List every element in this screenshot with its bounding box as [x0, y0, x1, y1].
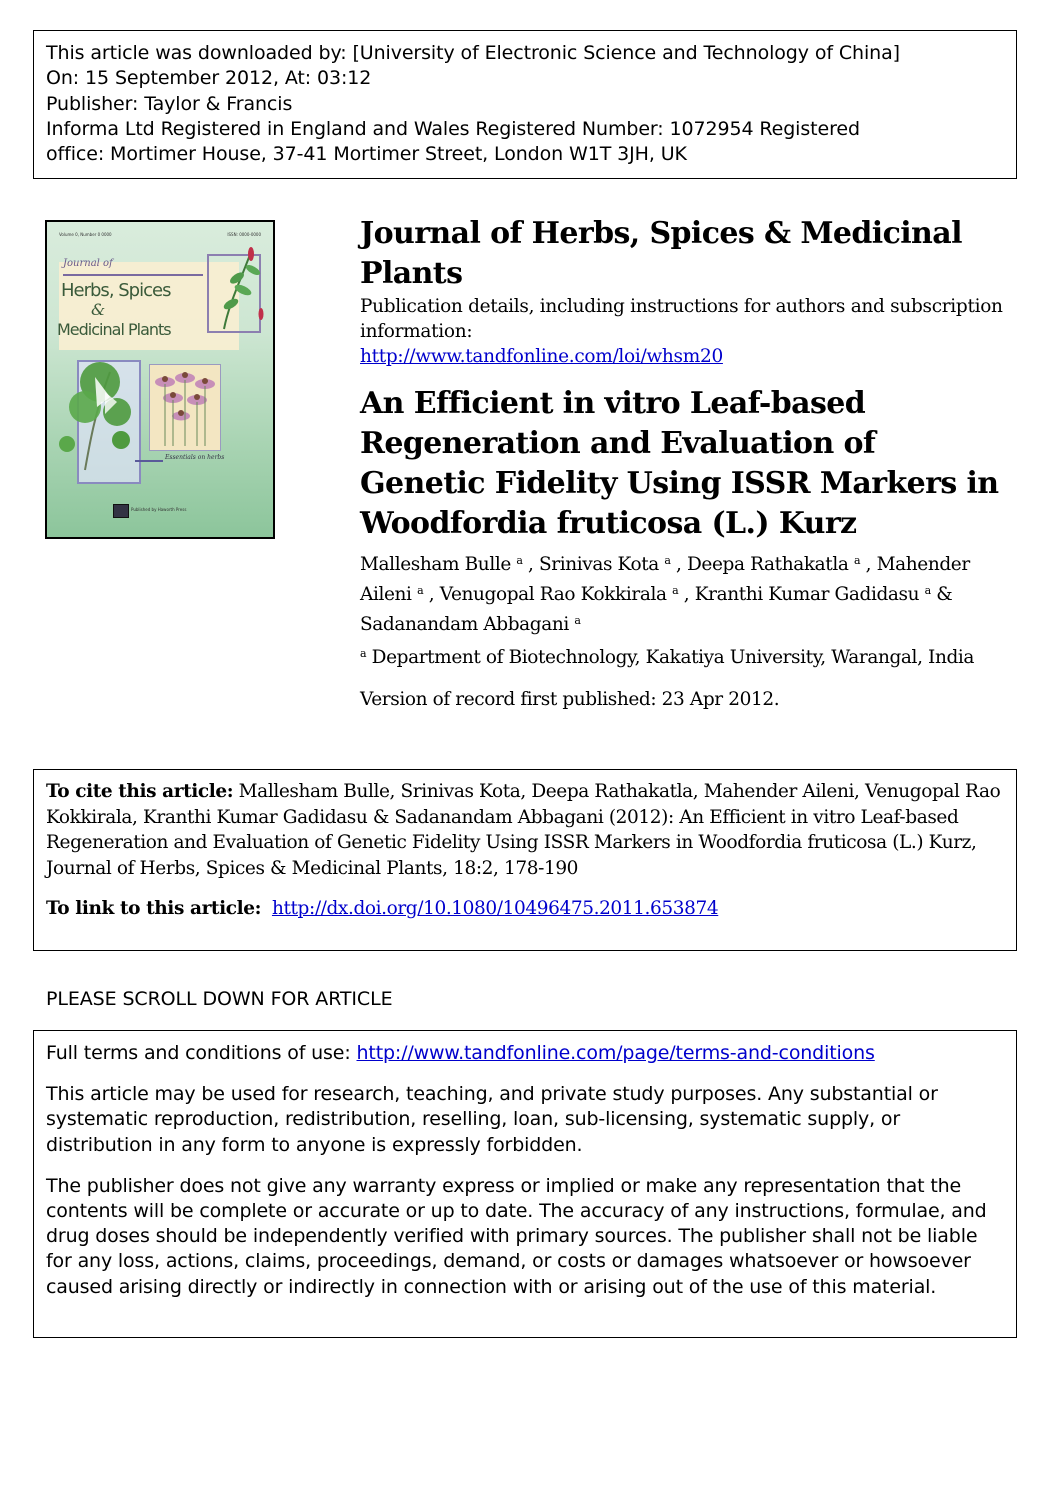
- author-affiliation-marker: a: [924, 584, 931, 597]
- author-name: Srinivas Kota: [539, 554, 659, 575]
- plant-illustration-icon: [209, 244, 269, 334]
- author-affiliation-marker: a: [664, 554, 671, 567]
- terms-conditions-link[interactable]: http://www.tandfonline.com/page/terms-and-conditions: [356, 1042, 875, 1064]
- echinacea-illustration-icon: [151, 366, 219, 448]
- author-name: Mahender Aileni: [360, 554, 970, 605]
- doi-link[interactable]: http://dx.doi.org/10.1080/10496475.2011.653874: [271, 898, 719, 919]
- author-name: Sadanandam Abbagani: [360, 614, 569, 635]
- terms-box: [33, 1030, 1017, 1338]
- download-notice-box: [33, 30, 1017, 179]
- cover-volume-strip: Volume 0, Number 0 0000 ISSN: 0000-0000: [59, 232, 261, 237]
- scroll-down-notice: PLEASE SCROLL DOWN FOR ARTICLE: [46, 988, 393, 1010]
- usage-policy-text: This article may be used for research, teaching, and private study purposes. Any substantial or systematic reproduction, redistribution, reselling, loan, sub-licensing, systematic supply, or distribution in any form to anyone is expressly forbidden.: [46, 1083, 938, 1156]
- journal-title: Journal of Herbs, Spices & Medicinal Plants: [360, 216, 962, 291]
- download-notice-line: This article was downloaded by: [University of Electronic Science and Technology of China]: [46, 42, 900, 64]
- terms-label: Full terms and conditions of use:: [46, 1042, 351, 1064]
- publisher-line: Publisher: Taylor & Francis: [46, 92, 293, 115]
- cover-title-line1: Herbs, Spices: [61, 280, 171, 301]
- journal-cover-image: [45, 220, 275, 539]
- cover-divider: [63, 274, 203, 276]
- cover-publisher-text: Published by Haworth Press: [131, 507, 187, 512]
- cite-label: To cite this article:: [46, 781, 234, 802]
- article-title-line: An Efficient in vitro Leaf-based: [360, 386, 866, 421]
- article-title-block: [360, 384, 1010, 544]
- author-affiliation-marker: a: [417, 584, 424, 597]
- version-of-record: Version of record first published: 23 Apr 2012.: [360, 689, 780, 710]
- affiliation-text: Department of Biotechnology, Kakatiya University, Warangal, India: [371, 647, 975, 668]
- publisher-logo-icon: [113, 504, 129, 518]
- cover-caption-line: [135, 460, 163, 462]
- download-date-line: On: 15 September 2012, At: 03:12: [46, 67, 372, 90]
- author-affiliation-marker: a: [574, 614, 581, 627]
- author-name: Venugopal Rao Kokkirala: [439, 584, 667, 605]
- citation: [46, 779, 1004, 881]
- office-address-line: office: Mortimer House, 37-41 Mortimer Street, London W1T 3JH, UK: [46, 143, 687, 166]
- link-label: To link to this article:: [46, 898, 261, 919]
- affiliation-marker: a: [360, 647, 367, 660]
- author-affiliation-marker: a: [672, 584, 679, 597]
- citation-box: [33, 769, 1017, 951]
- registration-line: Informa Ltd Registered in England and Wales Registered Number: 1072954 Registered: [46, 117, 860, 140]
- cover-title-line2: Medicinal Plants: [57, 320, 171, 339]
- cover-ampersand: &: [91, 300, 106, 319]
- publication-details: Publication details, including instructions for authors and subscription information:: [360, 296, 1003, 342]
- cite-text: Mallesham Bulle, Srinivas Kota, Deepa Rathakatla, Mahender Aileni, Venugopal Rao Kokkirala, Kranthi Kumar Gadidasu & Sadanandam Abbagani (2012): An Efficient in vitro Leaf-based Regeneration and Evaluation of Genetic Fidelity Using ISSR Markers in Woodfordia fruticosa (L.) Kurz, Journal of Herbs, Spices & Medicinal Plants, 18:2, 178-190: [46, 781, 1001, 879]
- journal-info: [360, 214, 1010, 369]
- terms-link-row: [46, 1041, 1004, 1066]
- article-link-row: [46, 896, 1004, 921]
- author-name: Kranthi Kumar Gadidasu: [694, 584, 920, 605]
- disclaimer-text: The publisher does not give any warranty express or implied or make any representation that the contents will be complete or accurate or up to date. The accuracy of any instructions, formulae, and drug doses should be independently verified with primary sources. The publisher shall not be liable for any loss, actions, claims, proceedings, demand, or costs or damages whatsoever or howsoever caused arising directly or indirectly in connection with or arising out of the use of this material.: [46, 1174, 987, 1298]
- cover-caption: Essentials on herbs: [165, 454, 225, 461]
- journal-url-link[interactable]: http://www.tandfonline.com/loi/whsm20: [360, 346, 723, 367]
- affiliation: [360, 645, 1020, 670]
- article-title-line: Regeneration and Evaluation of: [360, 426, 876, 461]
- article-title-line: Woodfordia fruticosa (L.) Kurz: [360, 506, 857, 541]
- leaf-illustration-icon: [55, 352, 145, 472]
- author-name: Mallesham Bulle: [360, 554, 511, 575]
- author-affiliation-marker: a: [516, 554, 523, 567]
- author-affiliation-marker: a: [853, 554, 861, 567]
- cover-journal-of: Journal of: [63, 258, 113, 269]
- author-name: Deepa Rathakatla: [687, 554, 849, 575]
- article-title-line: Genetic Fidelity Using ISSR Markers in: [360, 466, 999, 501]
- author-list: Mallesham Bulle $^a$ , Srinivas Kota $^a$ , Deepa Rathakatla $^a$ , Mahender Aileni $^a$ , Venugopal Rao Kokkirala $^a$ , Kranthi Kumar Gadidasu $^a$ & Sadanandam Abbagani $^a$: [360, 554, 970, 635]
